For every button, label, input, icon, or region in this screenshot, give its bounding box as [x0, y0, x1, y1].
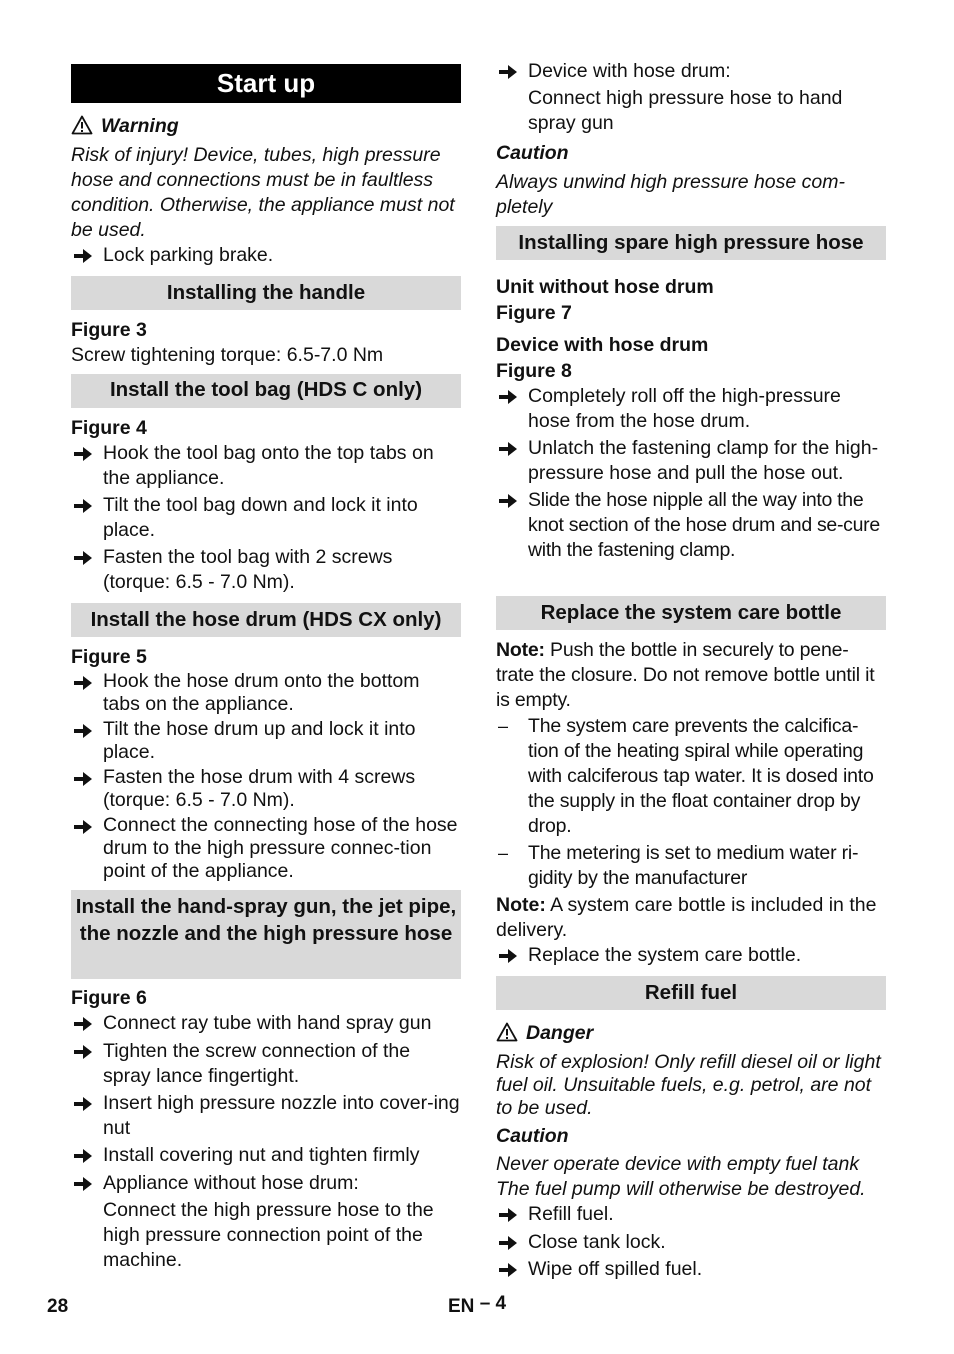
list-item — [71, 493, 461, 543]
list-item — [496, 488, 886, 563]
list-item-text: Insert high pressure nozzle into cover-ing nut — [103, 1092, 460, 1139]
list-item-text: Hook the tool bag onto the top tabs on the appliance. — [103, 442, 434, 489]
without-drum-text: Connect the high pressure hose to the high pressure connection point of the machine. — [103, 1199, 434, 1271]
list-item — [496, 436, 886, 486]
list-item — [71, 766, 461, 812]
footer-dash: – — [479, 1293, 491, 1314]
section-heading-toolbag: Install the tool bag (HDS C only) — [71, 374, 461, 408]
spraygun-steps — [71, 1011, 461, 1273]
spare-steps — [496, 384, 886, 563]
list-item — [71, 441, 461, 491]
note-2-text: A system care bottle is included in the delivery. — [496, 894, 877, 941]
list-item-text: Replace the system care bottle. — [528, 944, 802, 966]
figure-label: Figure 7 — [496, 302, 572, 324]
list-item-text: Hook the hose drum onto the bottom tabs on the appliance. — [103, 670, 420, 715]
list-item — [496, 714, 886, 839]
footer-section-page: 4 — [495, 1293, 507, 1314]
arrow-right-icon — [498, 493, 518, 509]
warning-icon — [71, 115, 93, 135]
list-item — [71, 1091, 461, 1141]
arrow-right-icon — [73, 1044, 93, 1060]
arrow-right-icon — [73, 1016, 93, 1032]
hosedrum-steps — [71, 670, 461, 883]
list-item-text: The metering is set to medium water ri-gidity by the manufacturer — [528, 842, 859, 889]
list-item-text: The system care prevents the calcifica-tion of the heating spiral while operating with calciferous tap water. It is dosed into the supply in the float container drop by drop. — [528, 715, 874, 837]
list-item — [71, 718, 461, 764]
page-title: Start up — [71, 64, 461, 103]
arrow-right-icon — [73, 723, 93, 739]
list-item — [71, 670, 461, 716]
section-heading-refill-fuel: Refill fuel — [496, 976, 886, 1010]
dash-icon: – — [498, 843, 508, 863]
list-item-text: Tilt the hose drum up and lock it into place. — [103, 718, 416, 763]
list-item-text: Refill fuel. — [528, 1203, 614, 1225]
danger-icon — [496, 1022, 518, 1042]
list-item — [71, 1039, 461, 1089]
list-item-text: Device with hose drum: — [528, 60, 731, 82]
list-item — [496, 384, 886, 434]
list-item — [496, 1257, 886, 1282]
footer-lang: EN — [448, 1296, 475, 1317]
arrow-right-icon — [73, 1148, 93, 1164]
section-heading-spare-hose: Installing spare high pressure hose — [496, 226, 886, 260]
section-heading-spraygun: Install the hand-spray gun, the jet pipe, the nozzle and the high pressure hose — [71, 890, 461, 979]
list-item-text: Appliance without hose drum: — [103, 1172, 359, 1194]
arrow-right-icon — [498, 948, 518, 964]
note-1-text: Push the bottle in securely to pene-trate the closure. Do not remove bottle until it is empty. — [496, 639, 875, 711]
arrow-right-icon — [73, 446, 93, 462]
arrow-right-icon — [498, 389, 518, 405]
list-item — [71, 243, 461, 268]
list-item — [71, 1011, 461, 1036]
section-heading-handle: Installing the handle — [71, 276, 461, 310]
list-item — [496, 841, 886, 891]
arrow-right-icon — [73, 771, 93, 787]
list-item-text: Lock parking brake. — [103, 244, 274, 266]
footer-section-label — [448, 1293, 507, 1318]
figure-label: Figure 6 — [71, 987, 147, 1009]
figure-label: Figure 8 — [496, 360, 572, 382]
subheading-device-with: Device with hose drum — [496, 334, 709, 356]
warning-label: Warning — [101, 115, 179, 137]
list-item-text: Tilt the tool bag down and lock it into place. — [103, 494, 418, 541]
list-item — [71, 814, 461, 883]
list-item-text: Fasten the tool bag with 2 screws (torque: 6.5 - 7.0 Nm). — [103, 546, 393, 593]
arrow-right-icon — [73, 819, 93, 835]
list-item — [71, 1143, 461, 1168]
list-item-text: Wipe off spilled fuel. — [528, 1258, 703, 1280]
figure-label: Figure 3 — [71, 319, 147, 341]
subheading-unit-without: Unit without hose drum — [496, 276, 714, 298]
list-item-text: Completely roll off the high-pressure hose from the hose drum. — [528, 385, 841, 432]
danger-heading — [496, 1021, 886, 1046]
list-item — [496, 1202, 886, 1227]
arrow-right-icon — [73, 1096, 93, 1112]
list-item-text: Slide the hose nipple all the way into the knot section of the hose drum and se-cure with the fastening clamp. — [528, 489, 880, 561]
arrow-right-icon — [73, 1176, 93, 1192]
arrow-right-icon — [498, 64, 518, 80]
arrow-right-icon — [73, 498, 93, 514]
caution-label: Caution — [496, 142, 569, 164]
page-number: 28 — [47, 1296, 69, 1317]
list-item — [496, 59, 886, 84]
list-item-text: Install covering nut and tighten firmly — [103, 1144, 420, 1166]
arrow-right-icon — [73, 248, 93, 264]
caution-text: Never operate device with empty fuel tank The fuel pump will otherwise be destroyed. — [496, 1153, 866, 1200]
arrow-right-icon — [498, 1235, 518, 1251]
arrow-right-icon — [498, 441, 518, 457]
torque-text: Screw tightening torque: 6.5-7.0 Nm — [71, 344, 384, 366]
note-label: Note: — [496, 894, 546, 916]
note-label: Note: — [496, 639, 545, 661]
list-item-text: Close tank lock. — [528, 1231, 666, 1253]
toolbag-steps — [71, 441, 461, 595]
danger-label: Danger — [526, 1022, 594, 1044]
list-item-text: Tighten the screw connection of the spray lance fingertight. — [103, 1040, 411, 1087]
section-heading-hosedrum: Install the hose drum (HDS CX only) — [71, 603, 461, 637]
list-item — [496, 943, 886, 968]
section-heading-system-care: Replace the system care bottle — [496, 596, 886, 630]
caution-text: Always unwind high pressure hose com-pletely — [496, 171, 846, 218]
danger-text: Risk of explosion! Only refill diesel oil or light fuel oil. Unsuitable fuels, e.g. petrol, are not to be used. — [496, 1051, 881, 1119]
arrow-right-icon — [73, 550, 93, 566]
arrow-right-icon — [498, 1262, 518, 1278]
arrow-right-icon — [73, 675, 93, 691]
list-item — [71, 1171, 461, 1196]
arrow-right-icon — [498, 1207, 518, 1223]
list-item-text: Connect the connecting hose of the hose drum to the high pressure connec-tion point of the appliance. — [103, 814, 458, 882]
caution-label: Caution — [496, 1125, 569, 1147]
note-2 — [496, 893, 886, 943]
list-item-text: Fasten the hose drum with 4 screws (torque: 6.5 - 7.0 Nm). — [103, 766, 416, 811]
with-drum-text: Connect high pressure hose to hand spray gun — [528, 87, 843, 134]
warning-heading — [71, 114, 461, 139]
list-item — [496, 1230, 886, 1255]
list-item — [71, 545, 461, 595]
fuel-steps — [496, 1202, 886, 1282]
figure-label: Figure 5 — [71, 646, 147, 668]
list-item-text: Unlatch the fastening clamp for the high-pressure hose and pull the hose out. — [528, 437, 879, 484]
care-dash-list — [496, 714, 886, 891]
figure-label: Figure 4 — [71, 417, 147, 439]
dash-icon: – — [498, 716, 508, 736]
note-1 — [496, 638, 886, 713]
list-item-text: Connect ray tube with hand spray gun — [103, 1012, 432, 1034]
warning-text: Risk of injury! Device, tubes, high pressure hose and connections must be in faultless condition. Otherwise, the appliance must not be used. — [71, 144, 455, 241]
